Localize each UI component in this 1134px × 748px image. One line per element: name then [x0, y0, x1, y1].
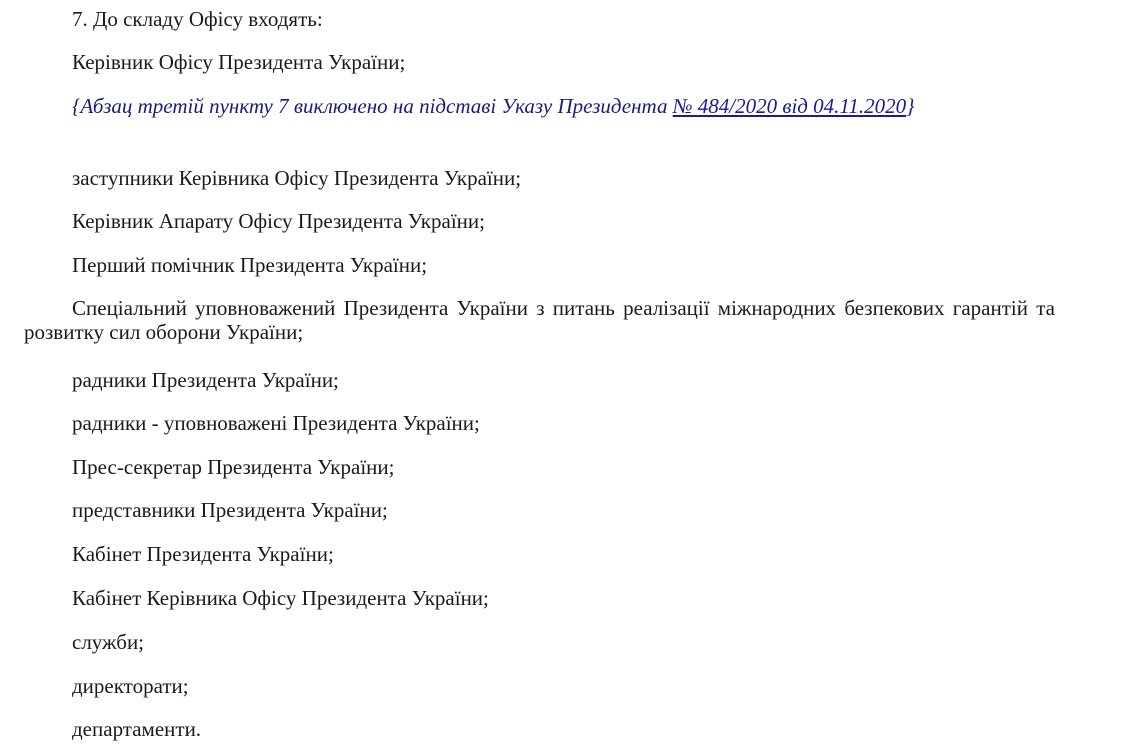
paragraph-head-of-apparatus: Керівник Апарату Офісу Президента України; — [72, 209, 485, 233]
amendment-note — [24, 94, 1055, 118]
amendment-open-brace: { — [72, 94, 81, 118]
paragraph-first-assistant: Перший помічник Президента України; — [72, 253, 428, 277]
paragraph-press-secretary: Прес-секретар Президента України; — [72, 455, 395, 479]
paragraph-departments: департаменти. — [72, 717, 202, 741]
paragraph-services: служби; — [72, 630, 145, 654]
amendment-note-text: Абзац третій пункту 7 виключено на підставі Указу Президента — [80, 94, 673, 118]
paragraph-representatives: представники Президента України; — [72, 498, 388, 522]
paragraph-deputies: заступники Керівника Офісу Президента України; — [72, 166, 522, 190]
paragraph-special-envoy: Спеціальний уповноважений Президента України з питань реалізації міжнародних безпекових гарантій та розвитку сил оборони України; — [24, 296, 1055, 344]
amendment-close-brace: } — [906, 94, 915, 118]
paragraph-head-of-office: Керівник Офісу Президента України; — [72, 50, 406, 74]
paragraph-head-cabinet: Кабінет Керівника Офісу Президента України; — [72, 586, 489, 610]
decree-link[interactable]: № 484/2020 від 04.11.2020 — [672, 94, 907, 118]
paragraph-directorates: директорати; — [72, 674, 189, 698]
paragraph-president-cabinet: Кабінет Президента України; — [72, 542, 334, 566]
paragraph-advisers-authorized: радники - уповноважені Президента України; — [72, 411, 480, 435]
paragraph-intro: 7. До складу Офісу входять: — [72, 7, 323, 31]
paragraph-advisers: радники Президента України; — [72, 368, 339, 392]
